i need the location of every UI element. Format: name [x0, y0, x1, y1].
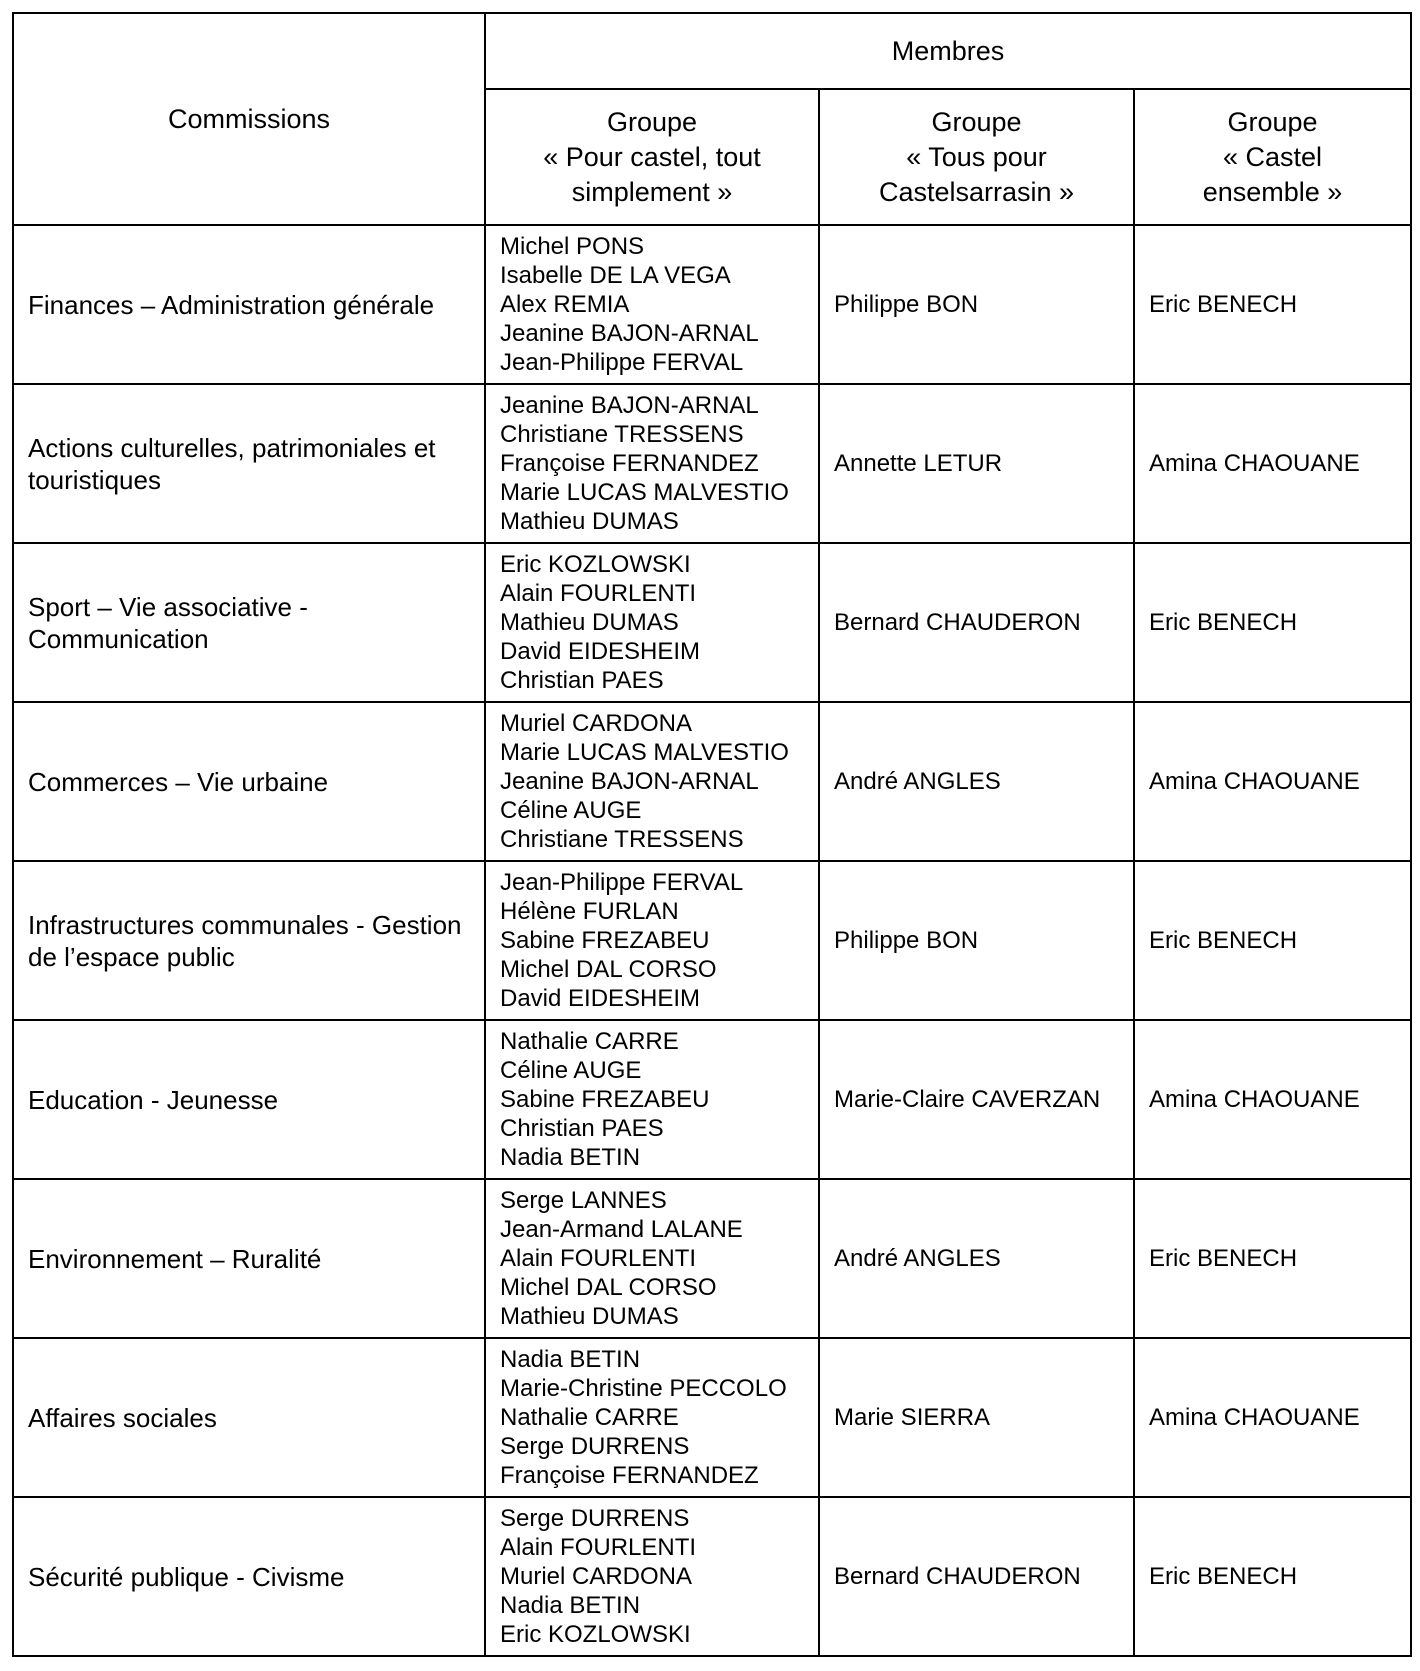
group2-member: André ANGLES: [819, 702, 1134, 861]
member-name: Isabelle DE LA VEGA: [500, 262, 731, 289]
group3-member: Amina CHAOUANE: [1134, 702, 1411, 861]
group1-members: [485, 1179, 819, 1338]
header-group-label: Groupe « Castel ensemble »: [1202, 106, 1343, 207]
member-name: Jean-Philippe FERVAL: [500, 869, 744, 896]
member-name: Mathieu DUMAS: [500, 1303, 679, 1330]
group2-member: Bernard CHAUDERON: [819, 543, 1134, 702]
member-name: Nadia BETIN: [500, 1144, 641, 1171]
member-name: Alain FOURLENTI: [500, 1534, 697, 1561]
group3-member: Eric BENECH: [1134, 861, 1411, 1020]
commission-name: Environnement – Ruralité: [13, 1179, 485, 1338]
member-name: Hélène FURLAN: [500, 898, 679, 925]
member-name: Françoise FERNANDEZ: [500, 450, 759, 477]
header-group-label: Groupe « Tous pour Castelsarrasin »: [878, 106, 1075, 207]
member-name: Françoise FERNANDEZ: [500, 1462, 759, 1489]
member-name: Marie LUCAS MALVESTIO: [500, 479, 789, 506]
member-name: Nadia BETIN: [500, 1346, 641, 1373]
member-name: Alain FOURLENTI: [500, 1245, 697, 1272]
commissions-table: [12, 12, 1412, 1657]
group1-members: [485, 1497, 819, 1656]
commission-name: Finances – Administration générale: [13, 225, 485, 384]
header-row-top: [13, 13, 1411, 89]
member-name: Jean-Armand LALANE: [500, 1216, 743, 1243]
member-name: Michel PONS: [500, 233, 645, 260]
commission-name: Sécurité publique - Civisme: [13, 1497, 485, 1656]
group2-member: Marie SIERRA: [819, 1338, 1134, 1497]
member-name: David EIDESHEIM: [500, 638, 701, 665]
member-name: Jeanine BAJON-ARNAL: [500, 320, 759, 347]
member-name: Jeanine BAJON-ARNAL: [500, 768, 759, 795]
commission-name: Commerces – Vie urbaine: [13, 702, 485, 861]
commission-name: Infrastructures communales - Gestion de l’espace public: [13, 861, 485, 1020]
group1-members: [485, 1020, 819, 1179]
header-group-label: Groupe « Pour castel, tout simplement »: [543, 106, 761, 207]
header-group-castel-ensemble: [1134, 89, 1411, 225]
member-name: Serge DURRENS: [500, 1505, 690, 1532]
group3-member: Amina CHAOUANE: [1134, 384, 1411, 543]
member-name: Sabine FREZABEU: [500, 1086, 710, 1113]
member-name: Eric KOZLOWSKI: [500, 1621, 691, 1648]
member-name: Céline AUGE: [500, 1057, 642, 1084]
table-row: [13, 1179, 1411, 1338]
member-name: David EIDESHEIM: [500, 985, 701, 1012]
table-row: [13, 384, 1411, 543]
table-row: [13, 1338, 1411, 1497]
member-name: Serge LANNES: [500, 1187, 667, 1214]
group3-member: Eric BENECH: [1134, 543, 1411, 702]
table-row: [13, 1020, 1411, 1179]
member-name: Michel DAL CORSO: [500, 956, 717, 983]
member-name: Mathieu DUMAS: [500, 609, 679, 636]
commission-name: Sport – Vie associative - Communication: [13, 543, 485, 702]
commission-name: Actions culturelles, patrimoniales et touristiques: [13, 384, 485, 543]
group2-member: Marie-Claire CAVERZAN: [819, 1020, 1134, 1179]
member-name: Marie LUCAS MALVESTIO: [500, 739, 789, 766]
member-name: Eric KOZLOWSKI: [500, 551, 691, 578]
member-name: Jeanine BAJON-ARNAL: [500, 392, 759, 419]
group3-member: Eric BENECH: [1134, 1497, 1411, 1656]
group3-member: Eric BENECH: [1134, 225, 1411, 384]
member-name: Christian PAES: [500, 667, 664, 694]
member-name: Serge DURRENS: [500, 1433, 690, 1460]
table-row: [13, 861, 1411, 1020]
member-name: Christiane TRESSENS: [500, 421, 744, 448]
group1-members: [485, 384, 819, 543]
group2-member: Bernard CHAUDERON: [819, 1497, 1134, 1656]
group1-members: [485, 702, 819, 861]
header-group-tous-pour-castelsarrasin: [819, 89, 1134, 225]
member-name: Mathieu DUMAS: [500, 508, 679, 535]
member-name: Nathalie CARRE: [500, 1028, 679, 1055]
group2-member: Philippe BON: [819, 225, 1134, 384]
member-name: Jean-Philippe FERVAL: [500, 349, 744, 376]
commission-name: Education - Jeunesse: [13, 1020, 485, 1179]
group1-members: [485, 1338, 819, 1497]
group3-member: Amina CHAOUANE: [1134, 1020, 1411, 1179]
group1-members: [485, 543, 819, 702]
member-name: Céline AUGE: [500, 797, 642, 824]
member-name: Muriel CARDONA: [500, 710, 693, 737]
table-row: [13, 225, 1411, 384]
commission-name: Affaires sociales: [13, 1338, 485, 1497]
header-membres: Membres: [485, 13, 1411, 89]
member-name: Alain FOURLENTI: [500, 580, 697, 607]
group2-member: Philippe BON: [819, 861, 1134, 1020]
table-body: [13, 225, 1411, 1656]
member-name: Alex REMIA: [500, 291, 630, 318]
member-name: Christian PAES: [500, 1115, 664, 1142]
group2-member: André ANGLES: [819, 1179, 1134, 1338]
table-row: [13, 543, 1411, 702]
table-row: [13, 1497, 1411, 1656]
header-group-pour-castel: [485, 89, 819, 225]
member-name: Christiane TRESSENS: [500, 826, 744, 853]
header-commissions: Commissions: [13, 13, 485, 225]
member-name: Marie-Christine PECCOLO: [500, 1375, 787, 1402]
group2-member: Annette LETUR: [819, 384, 1134, 543]
member-name: Sabine FREZABEU: [500, 927, 710, 954]
group3-member: Amina CHAOUANE: [1134, 1338, 1411, 1497]
group1-members: [485, 225, 819, 384]
member-name: Muriel CARDONA: [500, 1563, 693, 1590]
group3-member: Eric BENECH: [1134, 1179, 1411, 1338]
member-name: Nadia BETIN: [500, 1592, 641, 1619]
member-name: Michel DAL CORSO: [500, 1274, 717, 1301]
member-name: Nathalie CARRE: [500, 1404, 679, 1431]
table-row: [13, 702, 1411, 861]
document-page: [12, 12, 1410, 1657]
group1-members: [485, 861, 819, 1020]
